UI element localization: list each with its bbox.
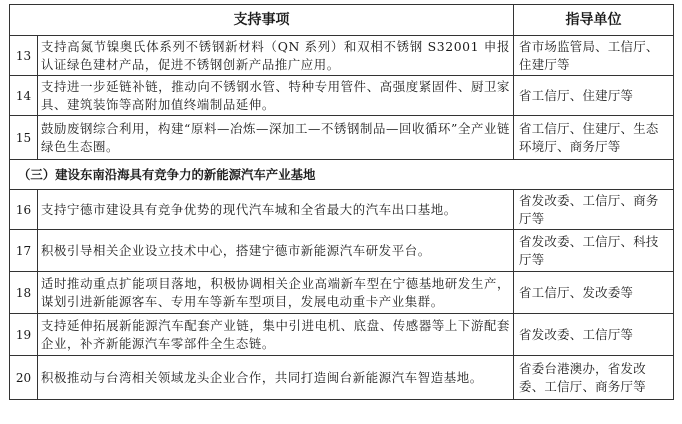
header-unit: 指导单位 xyxy=(514,5,674,36)
table-row xyxy=(10,36,674,76)
row-item: 积极引导相关企业设立技术中心，搭建宁德市新能源汽车研发平台。 xyxy=(38,230,514,272)
table-row xyxy=(10,116,674,160)
row-unit: 省工信厅、发改委等 xyxy=(514,272,674,314)
row-number: 16 xyxy=(10,190,38,230)
row-item: 支持高氮节镍奥氏体系列不锈钢新材料（QN 系列）和双相不锈钢 S32001 申报认证绿色建材产品，促进不锈钢创新产品推广应用。 xyxy=(38,36,514,76)
row-number: 14 xyxy=(10,76,38,116)
row-number: 15 xyxy=(10,116,38,160)
section-title: （三）建设东南沿海具有竞争力的新能源汽车产业基地 xyxy=(10,160,674,190)
table-row xyxy=(10,76,674,116)
row-unit: 省发改委、工信厅、科技厅等 xyxy=(514,230,674,272)
table-row xyxy=(10,356,674,400)
row-unit: 省工信厅、住建厅、生态环境厅、商务厅等 xyxy=(514,116,674,160)
row-item: 积极推动与台湾相关领域龙头企业合作，共同打造闽台新能源汽车智造基地。 xyxy=(38,356,514,400)
header-row xyxy=(10,5,674,36)
row-item: 支持进一步延链补链，推动向不锈钢水管、特种专用管件、高强度紧固件、厨卫家具、建筑装饰等高附加值终端制品延伸。 xyxy=(38,76,514,116)
row-unit: 省发改委、工信厅、商务厅等 xyxy=(514,190,674,230)
row-number: 18 xyxy=(10,272,38,314)
row-item: 支持宁德市建设具有竞争优势的现代汽车城和全省最大的汽车出口基地。 xyxy=(38,190,514,230)
header-item: 支持事项 xyxy=(10,5,514,36)
policy-table xyxy=(9,4,674,400)
row-number: 20 xyxy=(10,356,38,400)
row-item: 支持延伸拓展新能源汽车配套产业链，集中引进电机、底盘、传感器等上下游配套企业，补齐新能源汽车零部件全生态链。 xyxy=(38,314,514,356)
row-unit: 省工信厅、住建厅等 xyxy=(514,76,674,116)
row-unit: 省发改委、工信厅等 xyxy=(514,314,674,356)
row-number: 19 xyxy=(10,314,38,356)
table-row xyxy=(10,190,674,230)
row-number: 17 xyxy=(10,230,38,272)
section-row xyxy=(10,160,674,190)
row-item: 适时推动重点扩能项目落地，积极协调相关企业高端新车型在宁德基地研发生产，谋划引进新能源客车、专用车等新车型项目，发展电动重卡产业集群。 xyxy=(38,272,514,314)
row-item: 鼓励废钢综合利用，构建“原料—冶炼—深加工—不锈钢制品—回收循环”全产业链绿色生态圈。 xyxy=(38,116,514,160)
table-row xyxy=(10,314,674,356)
row-unit: 省委台港澳办，省发改委、工信厅、商务厅等 xyxy=(514,356,674,400)
row-number: 13 xyxy=(10,36,38,76)
row-unit: 省市场监管局、工信厅、住建厅等 xyxy=(514,36,674,76)
table-row xyxy=(10,230,674,272)
table-row xyxy=(10,272,674,314)
